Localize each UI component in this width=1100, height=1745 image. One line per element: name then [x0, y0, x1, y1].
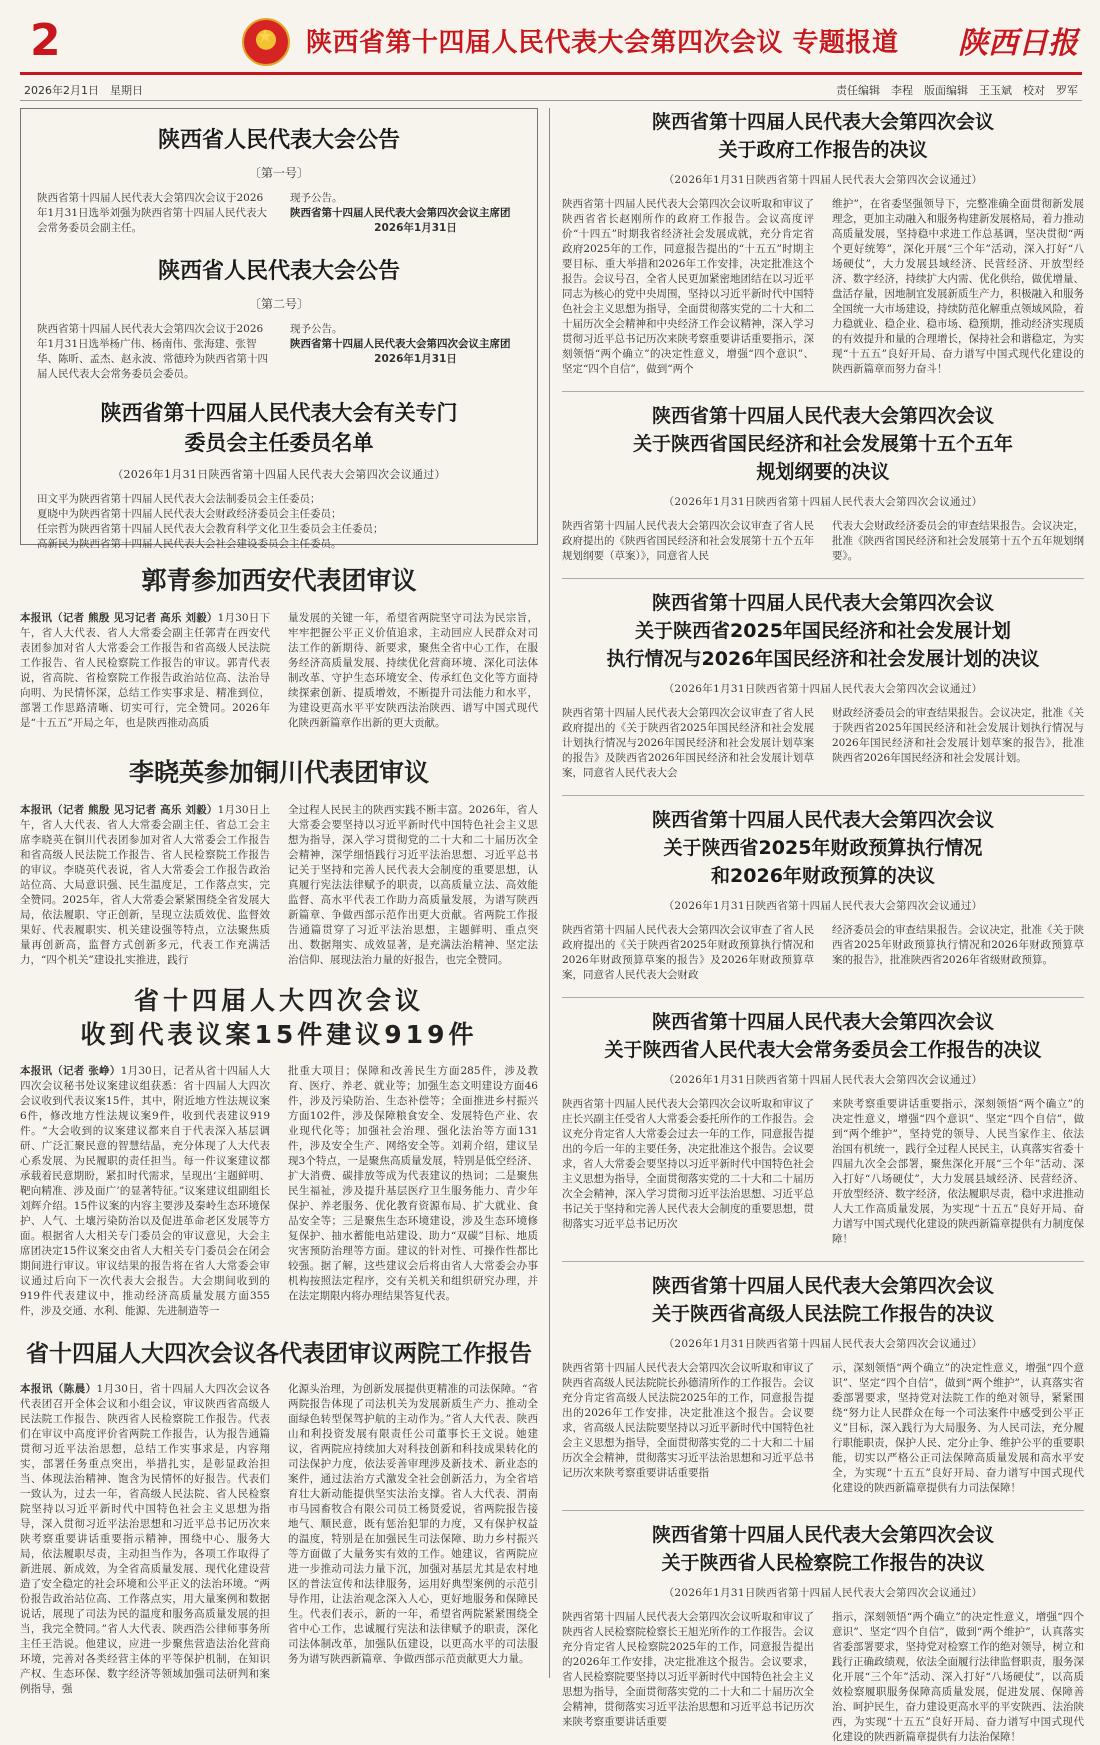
- article-title: 李晓英参加铜川代表团审议: [128, 758, 429, 787]
- resolution-body: [562, 197, 1084, 377]
- resolution-five-year-plan: [562, 391, 1084, 564]
- resolution-text: 示，深刻领悟“两个确立”的决定性意义，增强“四个意识”、坚定“四个自信”，做到“两个维护”，认真落实省委部署要求，坚持党对法院工作的绝对领导，紧紧围绕“努力让人民群众在每一个司法案件中感受到公平正义”目标，深入践行为大局服务、为人民司法，充分履行职能职责，保护人民、定分止争、维护公平的重要职能，切实以严格公正司法保障高质量发展和高水平安全，为实现“十五五”良好开局、奋力谱写中国式现代化建设的陕西新篇章提供有力司法保障！: [832, 1362, 1084, 1494]
- resolution-government-report: [562, 108, 1084, 377]
- resolution-passed: （2026年1月31日陕西省第十四届人民代表大会第四次会议通过）: [663, 683, 983, 695]
- resolution-title-line: 关于陕西省2025年财政预算执行情况: [663, 837, 983, 859]
- resolution-title-line: 关于陕西省国民经济和社会发展第十五个五年: [632, 433, 1013, 455]
- resolution-body: [562, 1097, 1084, 1247]
- article-body: [20, 803, 538, 968]
- committee-list-passed: （2026年1月31日陕西省第十四届人民代表大会第四次会议通过）: [112, 468, 446, 481]
- newspaper-logo: 陕西日报: [958, 26, 1078, 61]
- article-text: 1月30日上午，省人大代表、省人大常委会副主任、省总工会主席李晓英在铜川代表团参加对省人大常委会工作报告和省高级人民法院工作报告、省人民检察院工作报告的审议。李晓英代表说，省人大常委会工作报告政治站位高、大局意识强、民生温度足，工作落点实，完全赞同。2025年，省人大常委会紧紧围绕全省发展大局，依法履职、守正创新，呈现立法质效优、监督效果好、代表履职实、机关建设强等特点，立法聚焦质量再创新高，监督方式创新多元，代表工作充满活力，“四个机关”建设扎实推进，践行: [20, 804, 271, 966]
- editor-credits: 责任编辑 李程 版面编辑 王玉斌 校对 罗军: [836, 84, 1078, 97]
- resolution-passed: （2026年1月31日陕西省第十四届人民代表大会第四次会议通过）: [663, 1338, 983, 1350]
- announcement-1-body: [37, 191, 521, 236]
- article-body: [20, 611, 538, 731]
- committee-list-title-line-2: 委员会主任委员名单: [184, 431, 374, 455]
- announcement-box: [20, 108, 538, 550]
- resolution-title-line: 关于陕西省人民代表大会常务委员会工作报告的决议: [604, 1039, 1042, 1061]
- resolution-body: [562, 706, 1084, 781]
- resolution-body: [562, 1610, 1084, 1745]
- section-title: 陕西省第十四届人民代表大会第四次会议 专题报道: [306, 28, 899, 58]
- resolution-text: 陕西省第十四届人民代表大会第四次会议听取和审议了陕西省省长赵刚所作的政府工作报告。会议高度评价“十四五”时期我省经济社会发展成就，充分肯定省政府2025年的工作，同意报告提出的“十五五”时期主要目标、重大举措和2026年工作安排，决定批准这个报告。会议号召，全省人民更加紧密地团结在以习近平同志为核心的党中央周围，坚持以习近平新时代中国特色社会主义思想为指导，全面贯彻落实党的二十大和二十届历次全会精神和中央经济工作会议精神，深入学习贯彻习近平总书记历次来陕考察重要讲话重要指示，深刻领悟“两个确立”的决定性意义，增强“四个意识”、坚定“四个自信”，做到“两个: [562, 198, 814, 375]
- resolution-passed: （2026年1月31日陕西省第十四届人民代表大会第四次会议通过）: [663, 1074, 983, 1086]
- resolution-standing-committee: [562, 997, 1084, 1247]
- left-column: [20, 108, 538, 1695]
- resolution-passed: （2026年1月31日陕西省第十四届人民代表大会第四次会议通过）: [663, 174, 983, 186]
- resolution-title-line: 陕西省第十四届人民代表大会第四次会议: [651, 405, 994, 427]
- resolution-title-line: 陕西省第十四届人民代表大会第四次会议: [651, 1524, 994, 1546]
- announcement-2-date: 2026年1月31日: [374, 353, 457, 365]
- resolution-text: 代表大会财政经济委员会的审查结果报告。会议决定，批准《陕西省国民经济和社会发展第十五个五年规划纲要》。: [832, 520, 1084, 562]
- resolution-budget: [562, 795, 1084, 983]
- resolution-text: 来陕考察重要讲话重要指示，深刻领悟“两个确立”的决定性意义，增强“四个意识”、坚定“四个自信”，做到“两个维护”，坚持党的领导、人民当家作主、依法治国有机统一，践行全过程人民民主，认真落实省委十四届九次全会部署，聚焦深化开展“三个年”活动、深入打好“八场硬仗”，大力发展县域经济、民营经济、开放型经济、数字经济，依法履职尽责，稳中求进推动人大工作高质量发展，为实现“十五五”良好开局、奋力谱写中国式现代化建设的陕西新篇章提供有力制度保障！: [832, 1098, 1084, 1245]
- resolution-title-line: 关于陕西省2025年国民经济和社会发展计划: [635, 620, 1011, 642]
- article-body: [20, 1064, 538, 1319]
- resolution-title-line: 执行情况与2026年国民经济和社会发展计划的决议: [606, 648, 1040, 670]
- committee-list: [37, 492, 521, 552]
- article-text: 1月30日，记者从省十四届人大四次会议秘书处议案建议组获悉：省十四届人大四次会议收到代表议案15件，其中，附近地方性法规议案6件，修改地方性法规议案9件，收到代表建议919件。“大会收到的议案建议都来自于代表深入基层调研、广泛汇聚民意的智慧结晶，充分体现了人大代表心系发展、为民履职的责任担当。每一件议案建议都承载着民意期盼，紧扣时代需求，呈现出‘主题鲜明、靶向精准、涉及面广’的显著特征。”议案建议组副组长刘辉介绍。15件议案的内容主要涉及秦岭生态环境保护、人气、土壤污染防治以及促进革命老区发展等方面。根据省人大相关专门委员会的审议意见，大会主席团决定15件议案交由省人大相关专门委员会在闭会期间进行审议。审议结果的报告将在省人大常委会审议通过后向下一次代表大会报告。大会期间收到的919件代表建议中，推动经济高质量发展方面355件，涉及交通、水利、能源、先进制造等一: [20, 1065, 271, 1317]
- resolution-text: 财政经济委员会的审查结果报告。会议决定，批准《关于陕西省2025年国民经济和社会发展计划执行情况与2026年国民经济和社会发展计划草案的报告》，批准陕西省2026年国民经济和社会发展计划。: [832, 707, 1084, 764]
- article-text: 量发展的关键一年，希望省两院坚守司法为民宗旨，牢牢把握公平正义价值追求，主动回应人民群众对司法工作的新期待、新要求，聚焦全省中心工作，在服务经济高质量发展、持续优化营商环境、深化司法体制改革、守护生态环境安全、传承红色文化等方面持续探索创新、提质增效，不断提升司法能力和水平，为建设更高水平平安陕西法治陕西、谱写中国式现代化陕西新篇章作出新的更大贡献。: [288, 612, 538, 729]
- resolution-title-line: 关于陕西省高级人民法院工作报告的决议: [651, 1303, 994, 1325]
- announcement-1-signature: 陕西省第十四届人民代表大会第四次会议主席团: [290, 207, 511, 219]
- resolution-title-line: 陕西省第十四届人民代表大会第四次会议: [651, 592, 994, 614]
- resolution-text: 维护”，在省委坚强领导下，完整准确全面贯彻新发展理念，更加主动融入和服务构建新发展格局，着力推动高质量发展，坚持稳中求进工作总基调，坚决贯彻“两个更好统筹”，深化开展“三个年”活动，深入打好“八场硬仗”，大力发展县域经济、民营经济、开放型经济、数字经济，持续扩大内需、优化供给，做优增量、盘活存量，因地制宜发展新质生产力，积极融入和服务全国统一大市场建设，持续防范化解重点领域风险，着力稳就业、稳企业、稳市场、稳预期，推动经济实现质的有效提升和量的合理增长，保持社会和谐稳定，为实现“十五五”良好开局、奋力谱写中国式现代化建设的陕西新篇章而努力奋斗！: [832, 198, 1084, 375]
- resolution-title: [562, 1008, 1084, 1064]
- national-emblem-icon: [242, 18, 290, 66]
- resolution-body: [562, 519, 1084, 564]
- article-li-xiaoying: [20, 753, 538, 968]
- resolution-body: [562, 1361, 1084, 1496]
- info-divider: [20, 100, 1082, 101]
- article-text: 1月30日，省十四届人大四次会议各代表团召开全体会议和小组会议，审议陕西省高级人民法院工作报告、陕西省人民检察院工作报告。代表们在审议中高度评价省两院工作报告，认为报告通篇贯彻习近平法治思想，总结工作实事求是，内容翔实，部署任务重点突出，举措扎实，是彰显政治担当、体现法治精神、饱含为民情怀的好报告。代表们一致认为，过去一年，省高级人民法院、省人民检察院坚持以习近平新时代中国特色社会主义思想为指导，深入贯彻习近平法治思想和习近平总书记历次来陕考察重要讲话重要指示精神，围绕中心、服务大局，依法履职尽责，主动担当作为，各项工作取得了新进展、新成效，为全省高质量发展、现代化建设营造了安全稳定的社会环境和公平正义的法治环境。“两份报告政治站位高、工作落点实，用大量案例和数据说话，展现了司法为民的温度和服务高质量发展的担当，我完全赞同。”省人大代表、陕西浩公律师事务所主任王浩说。他建议，应进一步聚焦营造法治化营商环境，完善对各类经营主体的平等保护机制，在知识产权、生态环保、数字经济等领域加强司法研判和案例指导，强: [20, 1383, 271, 1695]
- resolution-passed: （2026年1月31日陕西省第十四届人民代表大会第四次会议通过）: [663, 900, 983, 912]
- resolution-text: 陕西省第十四届人民代表大会第四次会议听取和审议了陕西省高级人民法院院长孙德清所作的工作报告。会议充分肯定省高级人民法院2025年的工作，同意报告提出的2026年工作安排，决定批准这个报告。会议要求，省高级人民法院要坚持以习近平新时代中国特色社会主义思想为指导，全面贯彻落实党的二十大和二十届历次全会精神，贯彻落实习近平法治思想和习近平总书记历次来陕考察重要讲话重要指: [562, 1362, 814, 1479]
- resolution-title-line: 陕西省第十四届人民代表大会第四次会议: [651, 1011, 994, 1033]
- article-dateline: 本报讯（记者 熊殷 见习记者 高乐 刘毅）: [20, 612, 218, 624]
- resolution-title: [562, 402, 1084, 486]
- announcement-1-title: 陕西省人民代表大会公告: [157, 128, 400, 153]
- article-text: 全过程人民民主的陕西实践不断丰富。2026年，省人大常委会要坚持以习近平新时代中国特色社会主义思想为指导，深入学习贯彻党的二十大和二十届历次全会精神，深学细悟践行习近平法治思想、习近平总书记关于坚持和完善人民代表大会制度的重要思想，认真履行宪法法律赋予的职责，以高质量立法、高效能监督、高水平代表工作助力高质量发展，为谱写陕西新篇章、争做西部示范作出更大贡献。省两院工作报告通篇贯穿了习近平法治思想，主题鲜明、重点突出、数据翔实、成效显著，是充满法治精神、坚定法治信仰、展现法治力量的好报告，也完全赞同。: [288, 804, 538, 966]
- resolution-title-line: 规划纲要的决议: [756, 461, 890, 483]
- masthead-divider: [20, 72, 1082, 75]
- article-dateline: 本报讯（记者 张峥）: [20, 1065, 121, 1077]
- article-proposals: [20, 984, 538, 1319]
- resolution-title-line: 和2026年财政预算的决议: [711, 865, 935, 887]
- resolution-text: 陕西省第十四届人民代表大会第四次会议审查了省人民政府提出的《陕西省国民经济和社会发展第十五个五年规划纲要（草案）》，同意省人民: [562, 520, 814, 562]
- article-title-line-1: 省十四届人大四次会议: [133, 986, 424, 1015]
- announcement-1-date: 2026年1月31日: [374, 222, 457, 234]
- article-title: [20, 984, 538, 1052]
- article-title: 省十四届人大四次会议各代表团审议两院工作报告: [26, 1341, 532, 1367]
- info-bar: [20, 80, 1082, 98]
- resolution-title-line: 陕西省第十四届人民代表大会第四次会议: [651, 809, 994, 831]
- resolution-high-court: [562, 1261, 1084, 1496]
- article-two-courts: [20, 1335, 538, 1697]
- list-item: 田文平为陕西省第十四届人民代表大会法制委员会主任委员；: [37, 493, 321, 505]
- resolution-title-line: 陕西省第十四届人民代表大会第四次会议: [651, 111, 994, 133]
- announcement-1-number: 〔第一号〕: [248, 166, 309, 180]
- article-title: 郭青参加西安代表团审议: [141, 566, 417, 595]
- announcement-1-text: 陕西省第十四届人民代表大会第四次会议于2026年1月31日选举刘强为陕西省第十四届人民代表大会常务委员会副主任。: [37, 192, 268, 234]
- article-text: 化源头治理，为创新发展提供更精准的司法保障。“省两院报告体现了司法机关为发展新质生产力、推动全面绿色转型保驾护航的主动作为。”省人大代表、陕西山和利投资发展有限责任公司董事长王文说。她建议，省两院应持续加大对科技创新和科技成果转化的司法保护力度，依法妥善审理涉及新技术、新业态的案件，通过法治方式激发全社会创新活力，为全省培育壮大新动能提供坚实法治支撑。省人大代表、渭南市马园畜牧合有限公司员工杨贤爱说，省两院报告接地气、顺民意，既有惩治犯罪的力度，又有保护权益的温度，特别是在加强民生司法保障、助力乡村振兴等方面做了大量务实有效的工作。她建议，省两院应进一步推动司法力量下沉，加强对基层尤其是农村地区的普法宣传和法律服务，运用好典型案例的示范引导作用，让法治观念深入人心，更好地服务和保障民生。代表们表示，新的一年，希望省两院紧紧围绕全省中心工作，忠诚履行宪法和法律赋予的职责，深化司法体制改革，加强队伍建设，以更高水平的司法服务为谱写陕西新篇章、争做西部示范贡献更大力量。: [288, 1383, 538, 1665]
- resolution-body: [562, 923, 1084, 983]
- resolution-text: 陕西省第十四届人民代表大会第四次会议审查了省人民政府提出的《关于陕西省2025年财政预算执行情况和2026年财政预算草案的报告》及2026年财政预算草案，同意省人民代表大会财政: [562, 924, 814, 981]
- committee-list-title: [37, 398, 521, 458]
- announcement-1-notice: 现予公告。: [290, 192, 343, 204]
- announcement-2-body: [37, 322, 521, 382]
- announcement-2-number: 〔第二号〕: [248, 297, 309, 311]
- resolution-passed: （2026年1月31日陕西省第十四届人民代表大会第四次会议通过）: [663, 1587, 983, 1599]
- resolution-text: 陕西省第十四届人民代表大会第四次会议审查了省人民政府提出的《关于陕西省2025年国民经济和社会发展计划执行情况与2026年国民经济和社会发展计划草案的报告》及陕西省2026年国民经济和社会发展计划草案，同意省人民代表大会: [562, 707, 814, 779]
- announcement-2-text: 陕西省第十四届人民代表大会第四次会议于2026年1月31日选举杨广伟、杨南伟、张海建、张智华、陈昕、孟杰、赵永波、常德玲为陕西省第十四届人民代表大会常务委员会委员。: [37, 323, 268, 380]
- masthead: [20, 14, 1082, 70]
- resolution-text: 陕西省第十四届人民代表大会第四次会议听取和审议了庄长兴副主任受省人大常委会委托所作的工作报告。会议充分肯定省人大常委会过去一年的工作，同意报告提出的今后一年的主要任务，决定批准这个报告。会议要求，省人大常委会要坚持以习近平新时代中国特色社会主义思想为指导，全面贯彻落实党的二十大和二十届历次全会精神，深入学习贯彻习近平法治思想、习近平总书记关于坚持和完善人民代表大会制度的重要思想，贯彻落实习近平总书记历次: [562, 1098, 814, 1230]
- right-column: [562, 108, 1084, 1743]
- column-divider: [549, 108, 550, 1678]
- article-guo-qing: [20, 561, 538, 731]
- list-item: 任宗哲为陕西省第十四届人民代表大会教育科学文化卫生委员会主任委员；: [37, 523, 384, 535]
- resolution-title: [562, 806, 1084, 890]
- resolution-title-line: 关于政府工作报告的决议: [718, 139, 928, 161]
- resolution-title: [562, 1272, 1084, 1328]
- page-number: 2: [30, 15, 61, 66]
- resolution-text: 陕西省第十四届人民代表大会第四次会议听取和审议了陕西省人民检察院检察长王旭光所作的工作报告。会议充分肯定省人民检察院2025年的工作，同意报告提出的2026年工作安排，决定批准这个报告。会议要求，省人民检察院要坚持以习近平新时代中国特色社会主义思想为指导，全面贯彻落实党的二十大和二十届历次全会精神，贯彻落实习近平法治思想和习近平总书记历次来陕考察重要讲话重要: [562, 1611, 814, 1728]
- resolution-economic-plan: [562, 578, 1084, 781]
- issue-date: 2026年2月1日 星期日: [24, 84, 143, 97]
- resolution-passed: （2026年1月31日陕西省第十四届人民代表大会第四次会议通过）: [663, 496, 983, 508]
- resolution-title: [562, 589, 1084, 673]
- resolution-title-line: 关于陕西省人民检察院工作报告的决议: [661, 1552, 985, 1574]
- article-body: [20, 1382, 538, 1697]
- announcement-2-title: 陕西省人民代表大会公告: [157, 259, 400, 284]
- resolution-text: 经济委员会的审查结果报告。会议决定，批准《关于陕西省2025年财政预算执行情况和2026年财政预算草案的报告》，批准陕西省2026年省级财政预算。: [832, 924, 1084, 966]
- article-dateline: 本报讯（记者 熊殷 见习记者 高乐 刘毅）: [20, 804, 218, 816]
- resolution-text: 指示，深刻领悟“两个确立”的决定性意义，增强“四个意识”、坚定“四个自信”，做到“两个维护”，认真落实省委部署要求，坚持党对检察工作的绝对领导，树立和践行正确政绩观，依法全面履行法律监督职责，服务深化开展“三个年”活动、深入打好“八场硬仗”，以高质效检察履职服务保障高质量发展，促进发展、保障善治、呵护民生，奋力建设更高水平的平安陕西、法治陕西，为实现“十五五”良好开局、奋力谱写中国式现代化建设的陕西新篇章提供有力法治保障！: [832, 1611, 1084, 1743]
- committee-list-title-line-1: 陕西省第十四届人民代表大会有关专门: [100, 401, 458, 425]
- list-item: 夏晓中为陕西省第十四届人民代表大会财政经济委员会主任委员；: [37, 508, 342, 520]
- resolution-title: [562, 1521, 1084, 1577]
- list-item: 高新民为陕西省第十四届人民代表大会社会建设委员会主任委员。: [37, 538, 342, 550]
- resolution-title: [562, 108, 1084, 164]
- announcement-2-notice: 现予公告。: [290, 323, 343, 335]
- article-text: 1月30日下午，省人大代表、省人大常委会副主任郭青在西安代表团参加对省人大常委会工作报告和省高级人民法院工作报告、省人民检察院工作报告的审议。郭青代表说，省高院、省检察院工作报告政治站位高、法治导向明、为民情怀深，总结工作实事求是、精准到位，部署工作思路清晰、切实可行，完全赞同。2026年是“十五五”开局之年，也是陕西推动高质: [20, 612, 271, 729]
- article-title-line-2: 收到代表议案15件建议919件: [80, 1020, 478, 1049]
- resolution-title-line: 陕西省第十四届人民代表大会第四次会议: [651, 1275, 994, 1297]
- article-dateline: 本报讯（陈晨）: [20, 1383, 97, 1395]
- resolution-procuratorate: [562, 1510, 1084, 1745]
- announcement-2-signature: 陕西省第十四届人民代表大会第四次会议主席团: [290, 338, 511, 350]
- article-text: 批重大项目；保障和改善民生方面285件，涉及教育、医疗、养老、就业等；加强生态文明建设方面46件，涉及污染防治、生态补偿等；全面推进乡村振兴方面102件，涉及保障粮食安全、发展特色产业、农业现代化等；加强社会治理、强化法治等方面131件，涉及安全生产、网络安全等。刘莉介绍，建议呈现3个特点，一是聚焦高质量发展，特别是低空经济、扩大消费、碳排放等成为代表建议的热词；二是聚焦民生福祉，涉及提升基层医疗卫生服务能力、青少年保护、养老服务、优化教育资源布局、扩大就业、食品安全等；三是聚焦生态环境建设，涉及生态环境修复保护、抽水蓄能电站建设、助力“双碳”目标、地质灾害预防治理等方面。建议的针对性、可操作性都比较强。据了解，这些建议会后将由省人大常委会办事机构按照法定程序，交有关机关和组织研究办理，并在法定期限内将办理结果答复代表。: [288, 1065, 538, 1302]
